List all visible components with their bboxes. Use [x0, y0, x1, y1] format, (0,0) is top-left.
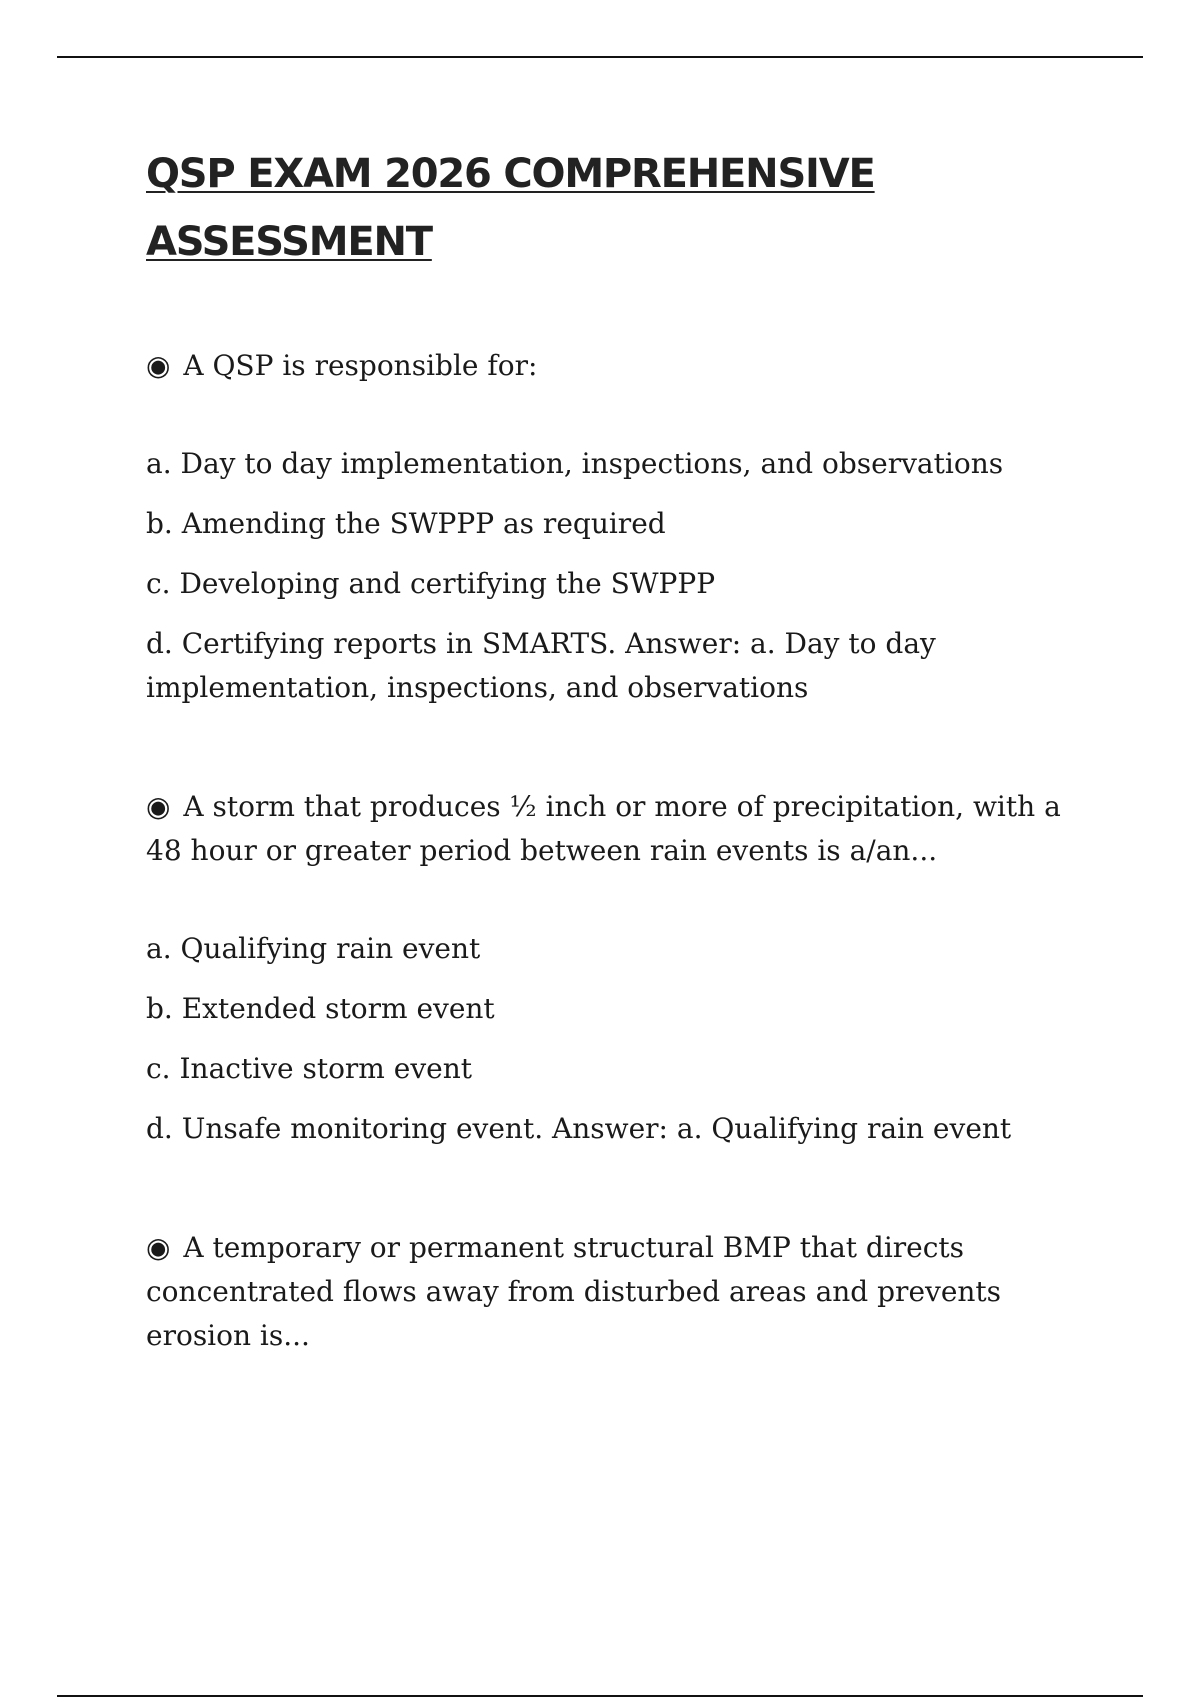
top-rule [57, 56, 1143, 58]
question-3 [146, 1226, 1086, 1358]
question-text: A temporary or permanent structural BMP that directs concentrated flows away from disturbed areas and prevents erosion is... [146, 1231, 1002, 1352]
bullet-icon: ◉ [146, 349, 171, 382]
question-1 [146, 344, 1086, 388]
answer-option: a. Day to day implementation, inspections, and observations [146, 447, 1004, 480]
bullet-icon: ◉ [146, 790, 171, 823]
answer-option: a. Qualifying rain event [146, 932, 481, 965]
bottom-rule [57, 1695, 1143, 1697]
answer-option: c. Inactive storm event [146, 1052, 473, 1085]
question-text: A QSP is responsible for: [183, 349, 538, 382]
answer-options-1 [146, 442, 1086, 710]
answer-options-2 [146, 927, 1086, 1151]
answer-option: d. Unsafe monitoring event. Answer: a. Qualifying rain event [146, 1112, 1012, 1145]
document-body [146, 140, 1086, 1358]
answer-option: b. Amending the SWPPP as required [146, 507, 666, 540]
answer-option: b. Extended storm event [146, 992, 495, 1025]
bullet-icon: ◉ [146, 1231, 171, 1264]
question-text: A storm that produces ½ inch or more of precipitation, with a 48 hour or greater period between rain events is a/an... [146, 790, 1061, 867]
answer-option: d. Certifying reports in SMARTS. Answer: a. Day to day implementation, inspections, and observations [146, 627, 936, 704]
document-title: QSP EXAM 2026 COMPREHENSIVE ASSESSMENT [146, 151, 875, 265]
question-2 [146, 785, 1086, 873]
answer-option: c. Developing and certifying the SWPPP [146, 567, 716, 600]
